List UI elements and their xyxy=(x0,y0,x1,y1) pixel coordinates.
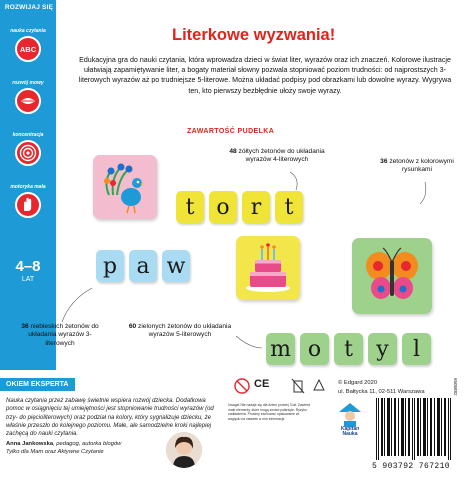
expert-author xyxy=(6,441,121,457)
expert-portrait-icon xyxy=(166,432,202,468)
note-text: żetonów z kolorowymi rysunkami xyxy=(389,158,454,174)
letter-tile-blue: p xyxy=(96,250,124,282)
sidebar-heading: ROZWIJAJ SIĘ xyxy=(4,4,54,11)
author-role: , pedagog, autorka blogów xyxy=(53,441,122,447)
skill-reading xyxy=(8,28,48,62)
skill-label: nauka czytania xyxy=(10,28,46,34)
note-text: zielonych żetonów do układania wyrazów 5-literowych xyxy=(138,323,232,339)
letter-tile-green: l xyxy=(402,333,431,365)
note-count: 36 xyxy=(21,323,29,330)
ce-mark: CE xyxy=(254,378,270,390)
skill-speech xyxy=(8,80,48,114)
abc-badge-text: ABC xyxy=(19,45,37,54)
note-count: 60 xyxy=(128,323,137,330)
avatar xyxy=(166,432,202,468)
copyright: © Edgard 2020 xyxy=(338,380,378,386)
cake-icon xyxy=(236,236,300,300)
letter-tile-blue: a xyxy=(129,250,157,282)
brand-line-2: Nauka xyxy=(342,431,358,437)
abc-icon xyxy=(15,36,41,62)
brand-logo xyxy=(331,398,369,436)
skill-fine-motor xyxy=(8,184,48,218)
expert-quote: Nauka czytania przez zabawę świetnie wspiera rozwój dziecka. Dodatkowa pomoc w osiągnięciu tej umiejętności jest stopniowanie trudności wyrazów (od trzy- do pięcioliterowych) oraz podział na kolory, który sygnalizuje dziecku, że właśnie przeszło do kolejnego poziomu. Małe, ale samodzielne kroki najlepiej zachęcą do nauki czytania. xyxy=(6,398,214,438)
butterfly-picture-tile xyxy=(352,238,432,314)
note-text: niebieskich żetonów do układania wyrazów 3-literowych xyxy=(28,323,99,347)
note-text: żółtych żetonów do układania wyrazów 4-literowych xyxy=(238,148,325,164)
letter-tile-green: m xyxy=(266,333,295,365)
legal-warning: Uwaga! Nie nadaje się dla dzieci poniżej 3 lat. Zawiera małe elementy, które mogą zostać połknięte. Ryzyko zadławienia. Prosimy zachować opakowanie ze względu na zawarte w nim informacje. xyxy=(228,403,310,421)
letter-tile-blue: w xyxy=(162,250,190,282)
product-code: 6505882 xyxy=(453,378,458,396)
box-contents-heading: ZAWARTOŚĆ PUDELKA xyxy=(187,128,275,135)
age-warning-icon xyxy=(232,378,252,394)
letter-tile-green: y xyxy=(368,333,397,365)
skill-focus xyxy=(8,132,48,166)
hand-icon xyxy=(15,192,41,218)
target-icon xyxy=(15,140,41,166)
note-count: 36 xyxy=(380,158,388,165)
note-blue-tokens xyxy=(14,323,106,348)
barcode-number: 5 903792 767210 xyxy=(372,462,451,471)
author-name: Anna Jankowska xyxy=(6,441,54,447)
letter-tile-yellow: r xyxy=(242,191,270,223)
author-blogs: Tylko dla Mam oraz Aktywne Czytanie xyxy=(6,448,104,455)
age-range: 4–8 xyxy=(15,258,41,275)
lips-icon xyxy=(15,88,41,114)
cake-picture-tile xyxy=(236,236,300,300)
skill-label: rozwój mowy xyxy=(12,80,44,86)
skill-label: koncentracja xyxy=(12,132,44,138)
peacock-icon xyxy=(93,155,157,219)
expert-heading: OKIEM EKSPERTA xyxy=(0,378,75,391)
note-count: 48 xyxy=(229,148,237,155)
page-title: Literkowe wyzwania! xyxy=(172,26,336,44)
note-picture-tokens xyxy=(380,158,454,175)
skill-label: motoryka mała xyxy=(10,184,46,190)
recycling-icon xyxy=(312,378,326,394)
letter-tile-yellow: t xyxy=(275,191,303,223)
peacock-picture-tile xyxy=(93,155,157,219)
butterfly-icon xyxy=(352,238,432,314)
letter-tile-green: t xyxy=(334,333,363,365)
age-unit: LAT xyxy=(21,276,35,283)
barcode xyxy=(374,398,456,460)
product-description: Edukacyjna gra do nauki czytania, która wprowadza dzieci w świat liter, wyrazów oraz ich znaczeń. Kolorowe ilustracje ułatwiają zapamiętywanie liter, a bogaty materiał słowny pozwala stopniować poziom trudności: od najprostszych 3-literowych wyrazów aż po trudniejsze 5-literowe. Można układać podpisy pod obrazkami lub dowolne wyrazy. Wygrywa ten, kto pierwszy bezbłędnie ułoży swoje wyrazy. xyxy=(78,56,452,95)
note-yellow-tokens xyxy=(222,148,332,165)
brand-line-1: Kapitan xyxy=(340,426,360,432)
letter-tile-yellow: o xyxy=(209,191,237,223)
note-green-tokens xyxy=(124,323,236,340)
recycle-bin-icon xyxy=(288,378,308,394)
letter-tile-yellow: t xyxy=(176,191,204,223)
publisher-address: ul. Bałtycka 11, 02-511 Warszawa xyxy=(338,389,425,395)
letter-tile-green: o xyxy=(300,333,329,365)
